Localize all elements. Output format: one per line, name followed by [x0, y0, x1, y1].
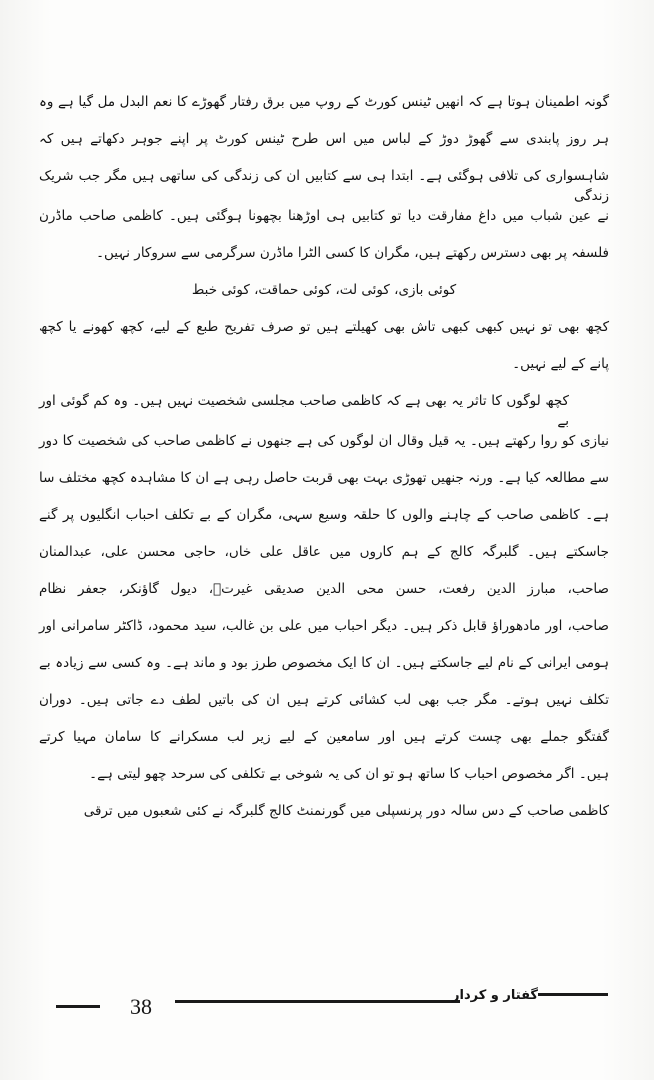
footer-rule	[175, 1000, 460, 1003]
text-line: کچھ لوگوں کا تاثر یہ بھی ہے کہ کاظمی صاحب مجلسی شخصیت نہیں ہیں۔ وہ کم گوئی اور بے	[39, 393, 569, 429]
text-line: ہومی ایرانی کے نام لیے جاسکتے ہیں۔ ان کا ایک مخصوص طرز بود و ماند ہے۔ وہ کسی سے زیادہ بے	[39, 655, 609, 671]
footer-rule	[538, 993, 608, 996]
verse-line: کوئی بازی، کوئی لت، کوئی حماقت، کوئی خبط	[191, 282, 457, 298]
text-line: شاہسواری کی تلافی ہوگئی ہے۔ ابتدا ہی سے کتابیں ان کی زندگی کی ساتھی ہیں مگر جب شریک زندگی	[39, 168, 609, 204]
text-line: جاسکتے ہیں۔ گلبرگہ کالج کے ہم کاروں میں عاقل علی خاں، حاجی محسن علی، عبدالمنان	[39, 544, 609, 560]
text-line: سے مطالعہ کیا ہے۔ ورنہ جنھیں تھوڑی بہت بھی قربت حاصل رہی ہے ان کا مشاہدہ کچھ مختلف سا	[39, 470, 609, 486]
text-line: صاحب، اور مادھوراؤ قابل ذکر ہیں۔ دیگر احباب میں علی بن غالب، سید محمود، ڈاکٹر سامرانی اور	[39, 618, 609, 634]
text-line: صاحب، مبارز الدین رفعت، حسن محی الدین صدیقی غیرتؔ، دیول گاؤنکر، جعفر نظام	[39, 581, 609, 597]
running-title: گفتار و کردار	[452, 988, 538, 1003]
text-line: ہے۔ کاظمی صاحب کے چاہنے والوں کا حلقہ وسیع سہی، مگران کے بے تکلف احباب انگلیوں پر گنے	[39, 507, 609, 523]
text-line: نیازی کو روا رکھتے ہیں۔ یہ قیل وقال ان لوگوں کی ہے جنھوں نے کاظمی صاحب کی شخصیت کا دور	[39, 433, 609, 449]
text-line: نے عین شباب میں داغ مفارقت دیا تو کتابیں ہی اوڑھنا بچھونا ہوگئی ہیں۔ کاظمی صاحب ماڈرن	[39, 208, 609, 224]
text-line: ہیں۔ اگر مخصوص احباب کا ساتھ ہو تو ان کی یہ شوخی بے تکلفی کی سرحد چھو لیتی ہے۔	[89, 766, 609, 782]
footer-rule	[56, 1005, 100, 1008]
text-line: تکلف نہیں ہوتے۔ مگر جب بھی لب کشائی کرتے ہیں ان کی باتیں لطف دے جاتی ہیں۔ دوران	[39, 692, 609, 708]
text-line: کچھ بھی تو نہیں کبھی کبھی تاش بھی کھیلتے ہیں تو صرف تفریح طبع کے لیے، کچھ کھونے یا کچھ	[39, 319, 609, 335]
text-line: گونہ اطمینان ہوتا ہے کہ انھیں ٹینس کورٹ کے روپ میں برق رفتار گھوڑے کا نعم البدل مل گیا ہے وہ	[39, 94, 609, 110]
text-line: ہر روز پابندی سے گھوڑ دوڑ کے لباس میں اس طرح ٹینس کورٹ پر اپنے جوہر دکھاتے ہیں کہ	[39, 131, 609, 147]
text-line: فلسفہ پر بھی دسترس رکھتے ہیں، مگران کا کسی الٹرا ماڈرن سرگرمی سے سروکار نہیں۔	[96, 245, 609, 261]
text-line: پانے کے لیے نہیں۔	[512, 356, 609, 372]
text-line: کاظمی صاحب کے دس سالہ دور پرنسپلی میں گورنمنٹ کالج گلبرگہ نے کئی شعبوں میں ترقی	[83, 803, 609, 819]
text-line: گفتگو جملے بھی چست کرتے ہیں اور سامعین کے لیے زیر لب مسکرانے کا سامان مہیا کرتے	[39, 729, 609, 745]
page-number: 38	[130, 994, 152, 1019]
body-text	[39, 92, 609, 838]
